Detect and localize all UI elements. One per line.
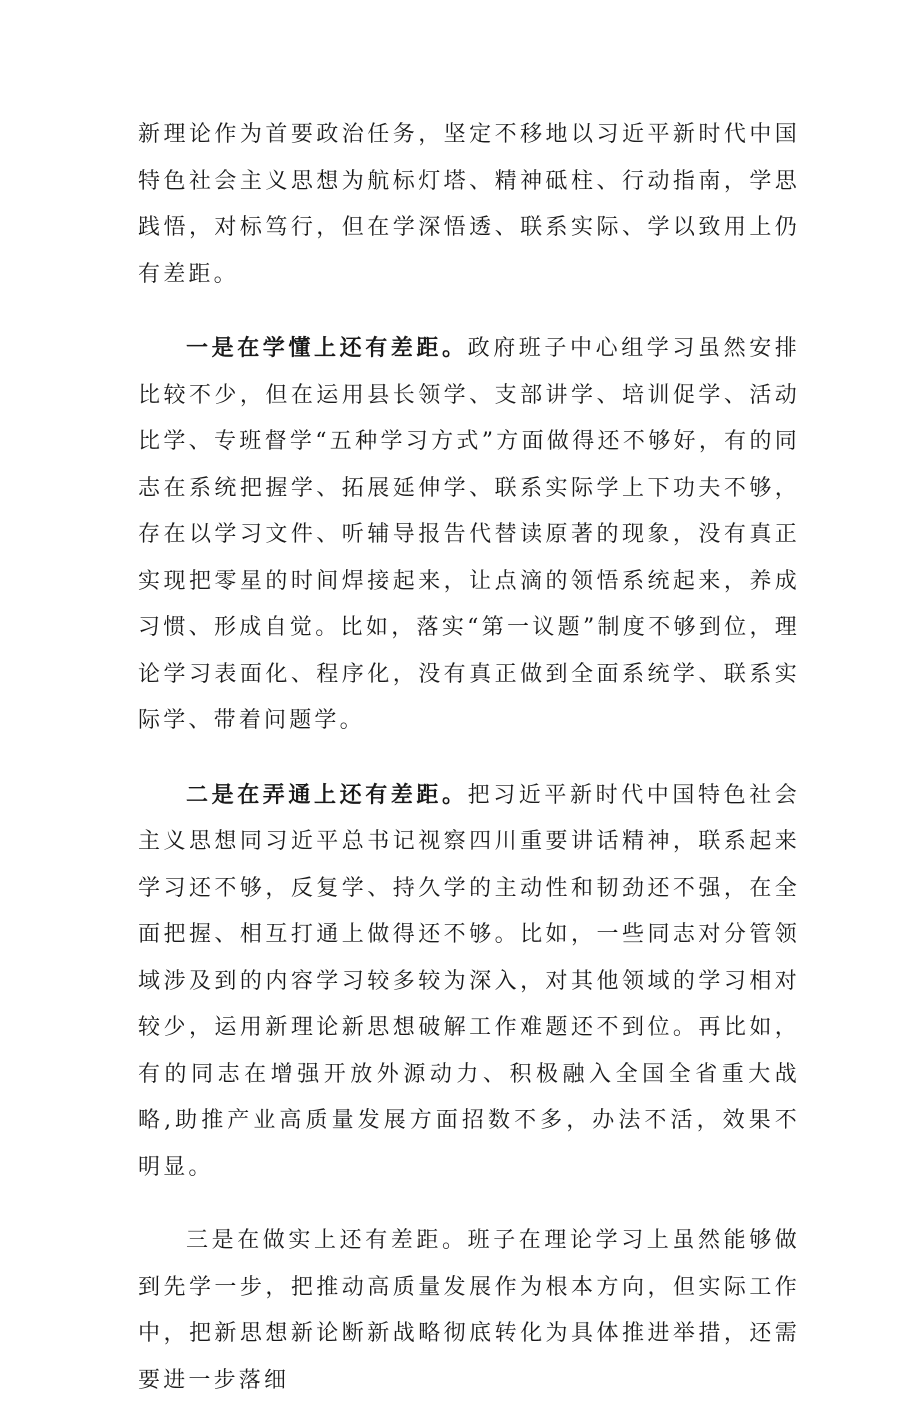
paragraph-point-1-text: 政府班子中心组学习虽然安排比较不少，但在运用县长领学、支部讲学、培训促学、活动比学、专班督学“五种学习方式”方面做得还不够好，有的同志在系统把握学、拓展延伸学、联系实际学上下功夫不够，存在以学习文件、听辅导报告代替读原著的现象，没有真正实现把零星的时间焊接起来，让点滴的领悟系统起来，养成习惯、形成自觉。比如，落实“第一议题”制度不够到位，理论学习表面化、程序化，没有真正做到全面系统学、联系实际学、带着问题学。 bbox=[138, 336, 801, 733]
paragraph-point-3 bbox=[138, 1218, 800, 1404]
paragraph-intro-text: 新理论作为首要政治任务，坚定不移地以习近平新时代中国特色社会主义思想为航标灯塔、精神砥柱、行动指南，学思践悟，对标笃行，但在学深悟透、联系实际、学以致用上仍有差距。 bbox=[138, 122, 800, 287]
paragraph-point-3-text: 三是在做实上还有差距。班子在理论学习上虽然能够做到先学一步，把推动高质量发展作为根本方向，但实际工作中，把新思想新论断新战略彻底转化为具体推进举措，还需要进一步落细 bbox=[138, 1228, 800, 1393]
paragraph-intro bbox=[138, 112, 800, 298]
paragraph-gap bbox=[138, 1191, 800, 1218]
document-body bbox=[138, 112, 800, 1404]
paragraph-point-2 bbox=[138, 772, 800, 1192]
paragraph-point-1 bbox=[138, 325, 800, 745]
paragraph-gap bbox=[138, 745, 800, 772]
paragraph-point-2-text: 把习近平新时代中国特色社会主义思想同习近平总书记视察四川重要讲话精神，联系起来学习还不够，反复学、持久学的主动性和韧劲还不强，在全面把握、相互打通上做得还不够。比如，一些同志对分管领域涉及到的内容学习较多较为深入，对其他领域的学习相对较少，运用新理论新思想破解工作难题还不到位。再比如，有的同志在增强开放外源动力、积极融入全国全省重大战略,助推产业高质量发展方面招数不多，办法不活，效果不明显。 bbox=[138, 782, 801, 1180]
paragraph-gap bbox=[138, 298, 800, 325]
paragraph-point-1-lead: 一是在学懂上还有差距。 bbox=[186, 335, 468, 361]
paragraph-point-2-lead: 二是在弄通上还有差距。 bbox=[186, 781, 468, 808]
